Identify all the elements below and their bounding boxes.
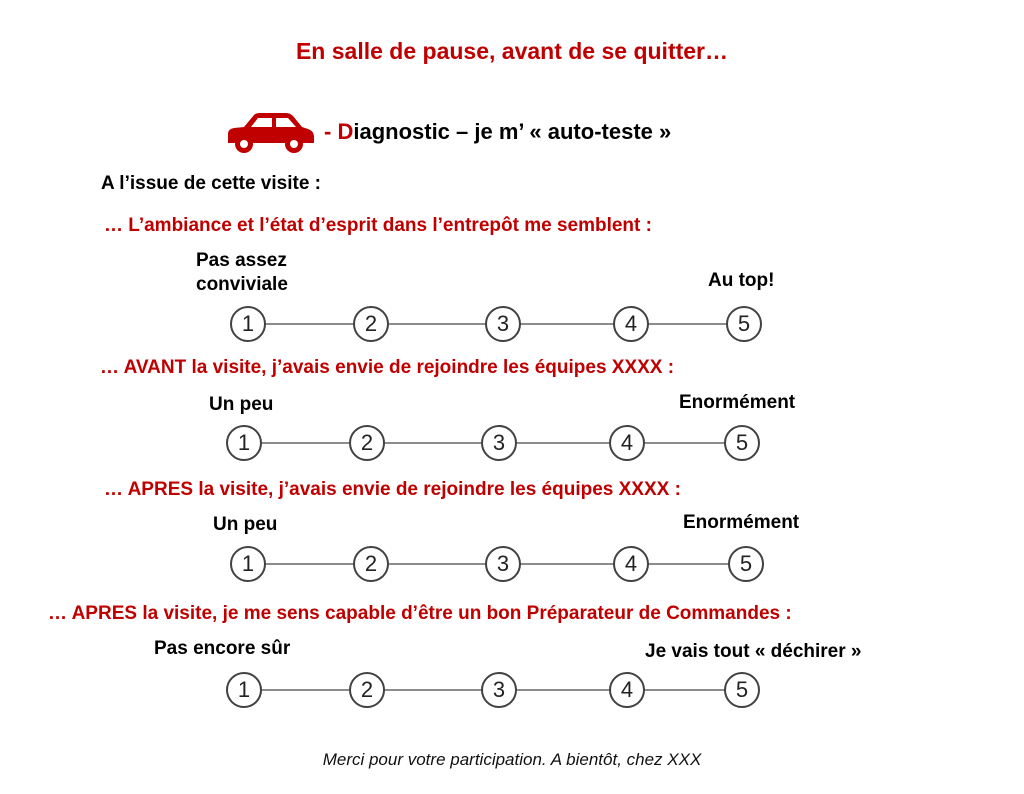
diagnostic-initial: D xyxy=(337,119,354,144)
rating-4[interactable]: 4 xyxy=(609,672,645,708)
diagnostic-prefix: - xyxy=(324,119,338,144)
rating-5[interactable]: 5 xyxy=(726,306,762,342)
page-title: En salle de pause, avant de se quitter… xyxy=(295,38,729,64)
question-1-text: … L’ambiance et l’état d’esprit dans l’entrepôt me semblent : xyxy=(104,215,652,236)
rating-5[interactable]: 5 xyxy=(724,672,760,708)
rating-1[interactable]: 1 xyxy=(230,546,266,582)
rating-5[interactable]: 5 xyxy=(728,546,764,582)
question-3-text: … APRES la visite, j’avais envie de rejoindre les équipes XXXX : xyxy=(104,479,681,500)
rating-2[interactable]: 2 xyxy=(349,425,385,461)
rating-3[interactable]: 3 xyxy=(481,425,517,461)
question-4-low-label: Pas encore sûr xyxy=(154,638,291,659)
intro-text: A l’issue de cette visite : xyxy=(101,173,321,194)
question-3-low-label: Un peu xyxy=(213,514,278,535)
rating-3[interactable]: 3 xyxy=(481,672,517,708)
rating-3[interactable]: 3 xyxy=(485,546,521,582)
rating-4[interactable]: 4 xyxy=(613,546,649,582)
rating-2[interactable]: 2 xyxy=(349,672,385,708)
question-4-high-label: Je vais tout « déchirer » xyxy=(645,641,862,662)
question-2-high-label: Enormément xyxy=(679,392,796,413)
question-2-text: … AVANT la visite, j’avais envie de rejoindre les équipes XXXX : xyxy=(100,357,675,378)
question-4-scale xyxy=(0,670,1024,710)
question-2-scale xyxy=(0,423,1024,463)
footer-text: Merci pour votre participation. A bientôt, chez XXX xyxy=(322,750,702,769)
rating-1[interactable]: 1 xyxy=(230,306,266,342)
rating-4[interactable]: 4 xyxy=(609,425,645,461)
car-icon xyxy=(222,110,316,154)
question-3-high-label: Enormément xyxy=(683,512,800,533)
rating-1[interactable]: 1 xyxy=(226,672,262,708)
rating-3[interactable]: 3 xyxy=(485,306,521,342)
rating-4[interactable]: 4 xyxy=(613,306,649,342)
question-2-low-label: Un peu xyxy=(209,394,274,415)
question-4-text: … APRES la visite, je me sens capable d’être un bon Préparateur de Commandes : xyxy=(48,603,792,624)
question-1-low-label: Pas assez conviviale xyxy=(196,250,288,295)
question-3-scale xyxy=(0,544,1024,584)
diagnostic-rest: iagnostic – je m’ « auto-teste » xyxy=(353,119,672,144)
rating-5[interactable]: 5 xyxy=(724,425,760,461)
question-1-high-label: Au top! xyxy=(708,270,775,291)
diagnostic-heading xyxy=(222,110,671,154)
rating-2[interactable]: 2 xyxy=(353,546,389,582)
rating-1[interactable]: 1 xyxy=(226,425,262,461)
rating-2[interactable]: 2 xyxy=(353,306,389,342)
diagnostic-text xyxy=(324,119,671,145)
question-1-scale xyxy=(0,304,1024,344)
